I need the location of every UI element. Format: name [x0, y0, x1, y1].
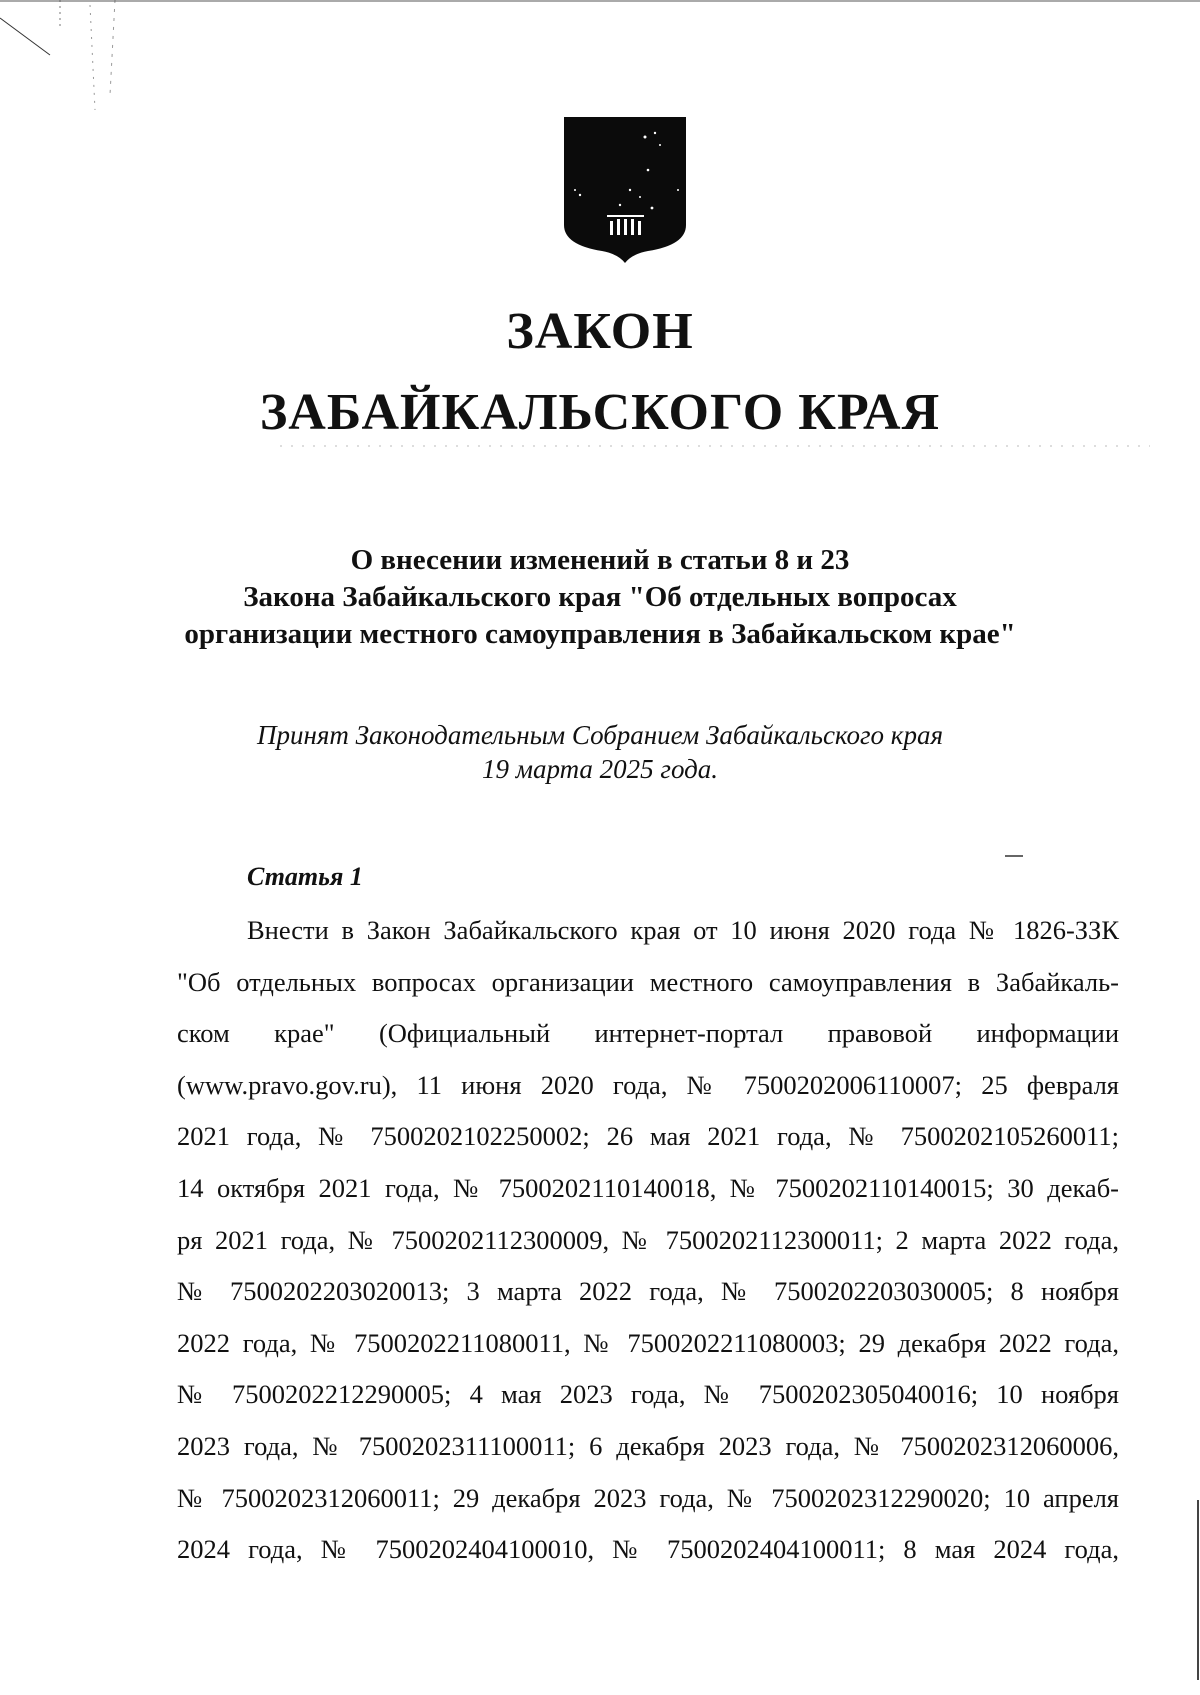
- body-line: (www.pravo.gov.ru), 11 июня 2020 года, № 7500202006110007; 25 февраля: [177, 1069, 1119, 1100]
- body-line: 2021 года, № 7500202102250002; 26 мая 2021 года, № 7500202105260011;: [177, 1121, 1119, 1152]
- body-line: 2023 года, № 7500202311100011; 6 декабря 2023 года, № 7500202312060006,: [177, 1430, 1119, 1461]
- coat-of-arms-icon: [560, 115, 690, 265]
- body-line: № 7500202203020013; 3 марта 2022 года, № 7500202203030005; 8 ноября: [177, 1276, 1119, 1307]
- law-title: ЗАКОН: [506, 303, 694, 360]
- adoption-date: 19 марта 2025 года.: [481, 754, 719, 784]
- subject-line: организации местного самоуправления в Забайкальском крае": [184, 618, 1016, 650]
- body-line: ском крае" (Официальный интернет-портал правовой информации: [177, 1018, 1119, 1049]
- body-line: Внести в Закон Забайкальского края от 10 июня 2020 года № 1826-ЗЗК: [247, 915, 1119, 945]
- article-heading: Статья 1: [247, 862, 363, 891]
- article-body: [177, 905, 1119, 1576]
- body-line: 2022 года, № 7500202211080011, № 7500202211080003; 29 декабря 2022 года,: [177, 1327, 1119, 1358]
- law-subject: [0, 542, 1200, 653]
- adoption-line: Принят Законодательным Собранием Забайкальского края: [256, 720, 943, 750]
- body-line: 2024 года, № 7500202404100010, № 7500202404100011; 8 мая 2024 года,: [177, 1534, 1119, 1565]
- body-line: ря 2021 года, № 7500202112300009, № 7500202112300011; 2 марта 2022 года,: [177, 1224, 1119, 1255]
- adoption-note: [0, 718, 1200, 786]
- region-title: ЗАБАЙКАЛЬСКОГО КРАЯ: [259, 384, 941, 441]
- body-line: "Об отдельных вопросах организации местного самоуправления в Забайкаль-: [177, 966, 1119, 997]
- subject-line: Закона Забайкальского края "Об отдельных вопросах: [243, 581, 957, 613]
- subject-line: О внесении изменений в статьи 8 и 23: [350, 544, 850, 576]
- body-line: 14 октября 2021 года, № 7500202110140018, № 7500202110140015; 30 декаб-: [177, 1172, 1119, 1203]
- body-line: № 7500202312060011; 29 декабря 2023 года, № 7500202312290020; 10 апреля: [177, 1482, 1119, 1513]
- body-line: № 7500202212290005; 4 мая 2023 года, № 7500202305040016; 10 ноября: [177, 1379, 1119, 1410]
